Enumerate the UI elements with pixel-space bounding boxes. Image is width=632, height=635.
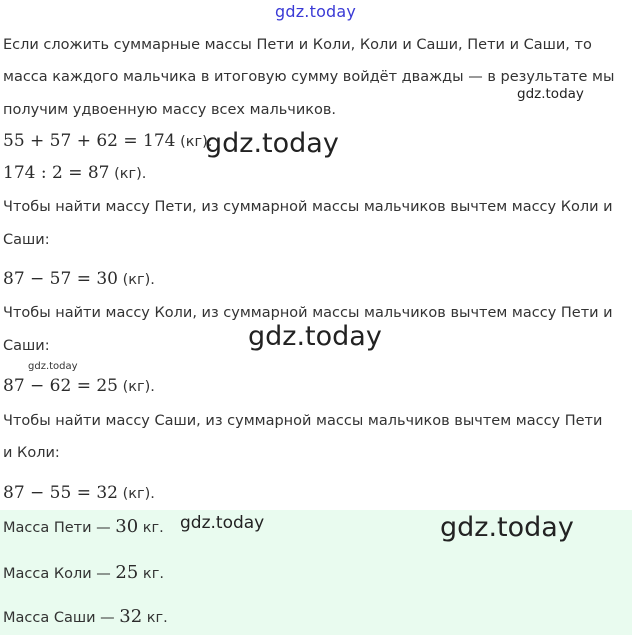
equation-sasha-unit: (кг). bbox=[118, 486, 155, 502]
peter-text-line-1: Чтобы найти массу Пети, из суммарной массы мальчиков вычтем массу Коли и bbox=[3, 199, 613, 215]
answer-sasha-label: Масса Саши — bbox=[3, 610, 120, 626]
watermark-big-1: gdz.today bbox=[205, 128, 339, 159]
answer-sasha-value: 32 bbox=[119, 606, 143, 627]
answer-kolya-value: 25 bbox=[115, 562, 139, 583]
answer-kolya-unit: кг. bbox=[138, 566, 164, 582]
equation-half-unit: (кг). bbox=[109, 166, 147, 182]
equation-peter-unit: (кг). bbox=[118, 272, 155, 288]
equation-kolya-unit: (кг). bbox=[118, 379, 155, 395]
intro-text-line-1: Если сложить суммарные массы Пети и Коли, Коли и Саши, Пети и Саши, то bbox=[3, 37, 592, 53]
watermark-answer-small: gdz.today bbox=[180, 513, 265, 533]
answer-peter-value: 30 bbox=[115, 516, 139, 537]
equation-peter-expression: 87 − 57 = 30 bbox=[3, 269, 118, 289]
watermark-answer-big: gdz.today bbox=[440, 512, 574, 543]
equation-half bbox=[3, 163, 146, 184]
equation-sum-expression: 55 + 57 + 62 = 174 bbox=[3, 131, 176, 151]
sasha-text-line-1: Чтобы найти массу Саши, из суммарной массы мальчиков вычтем массу Пети bbox=[3, 413, 603, 429]
intro-text-line-2: масса каждого мальчика в итоговую сумму войдёт дважды — в результате мы bbox=[3, 69, 615, 85]
watermark-top: gdz.today bbox=[275, 2, 357, 21]
peter-text-line-2: Саши: bbox=[3, 232, 50, 248]
answer-peter bbox=[3, 516, 164, 539]
intro-text-line-3: получим удвоенную массу всех мальчиков. bbox=[3, 102, 337, 118]
answer-sasha bbox=[3, 606, 168, 629]
kolya-text-line-2: Саши: bbox=[3, 338, 50, 354]
equation-sum-unit: (кг). bbox=[175, 134, 213, 150]
sasha-text-line-2: и Коли: bbox=[3, 445, 60, 461]
equation-sum bbox=[3, 131, 212, 152]
equation-kolya bbox=[3, 376, 155, 397]
watermark-small-right: gdz.today bbox=[517, 86, 584, 102]
answer-peter-label: Масса Пети — bbox=[3, 520, 116, 536]
equation-half-expression: 174 : 2 = 87 bbox=[3, 163, 110, 183]
answer-sasha-unit: кг. bbox=[142, 610, 168, 626]
equation-sasha bbox=[3, 483, 155, 504]
kolya-text-line-1: Чтобы найти массу Коли, из суммарной массы мальчиков вычтем массу Пети и bbox=[3, 305, 613, 321]
answer-peter-unit: кг. bbox=[138, 520, 164, 536]
watermark-tiny: gdz.today bbox=[28, 361, 78, 372]
answer-kolya-label: Масса Коли — bbox=[3, 566, 116, 582]
equation-peter bbox=[3, 269, 155, 290]
answer-kolya bbox=[3, 562, 164, 585]
equation-sasha-expression: 87 − 55 = 32 bbox=[3, 483, 118, 503]
watermark-big-2: gdz.today bbox=[248, 321, 382, 352]
equation-kolya-expression: 87 − 62 = 25 bbox=[3, 376, 118, 396]
